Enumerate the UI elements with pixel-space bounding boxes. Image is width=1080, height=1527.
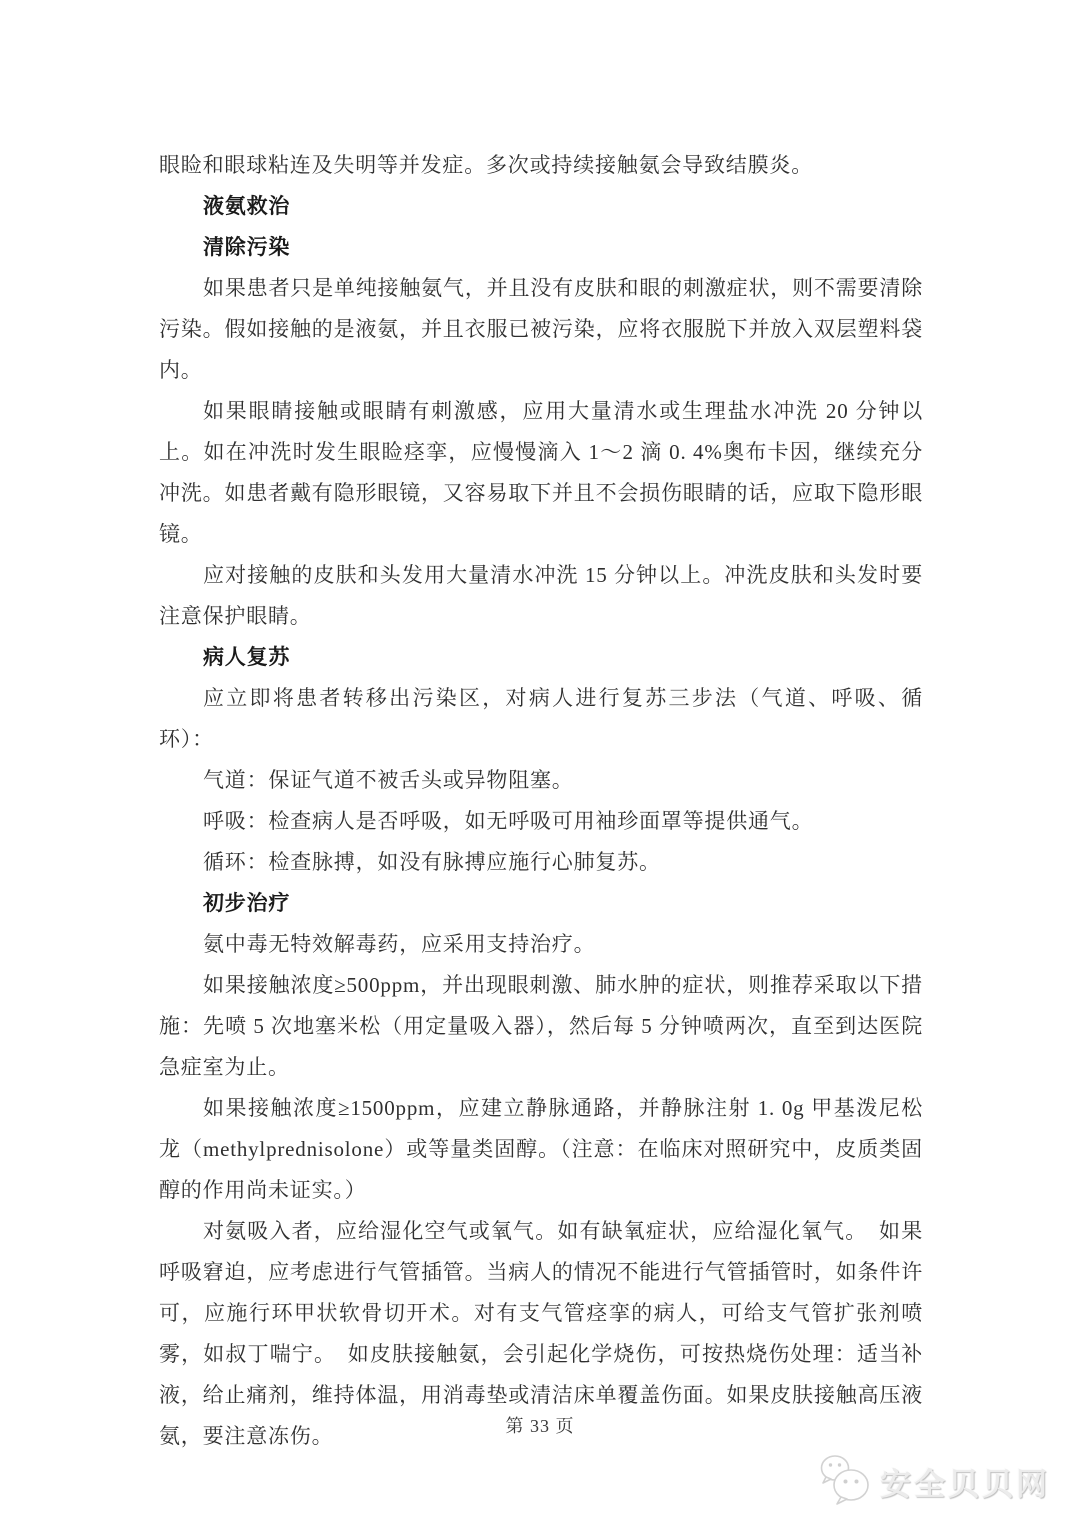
body-paragraph: 应对接触的皮肤和头发用大量清水冲洗 15 分钟以上。冲洗皮肤和头发时要注意保护眼睛。: [159, 563, 923, 628]
body-paragraph: 呼吸：检查病人是否呼吸，如无呼吸可用袖珍面罩等提供通气。: [203, 809, 814, 833]
body-paragraph: 循环：检查脉搏，如没有脉搏应施行心肺复苏。: [203, 850, 661, 874]
section-heading: 液氨救治: [203, 194, 291, 218]
section-heading: 清除污染: [203, 235, 291, 259]
wechat-chat-bubbles-icon: [816, 1452, 874, 1510]
body-paragraph: 如果患者只是单纯接触氨气，并且没有皮肤和眼的刺激症状，则不需要清除污染。假如接触的是液氨，并且衣服已被污染，应将衣服脱下并放入双层塑料袋内。: [159, 276, 923, 382]
page-number: 第 33 页: [505, 1416, 575, 1436]
body-paragraph: 应立即将患者转移出污染区，对病人进行复苏三步法（气道、呼吸、循环）：: [159, 686, 923, 751]
body-paragraph: 如果接触浓度≥1500ppm，应建立静脉通路，并静脉注射 1. 0g 甲基泼尼松龙（methylprednisolone）或等量类固醇。（注意：在临床对照研究中，皮质类固醇的作用尚未证实。）: [159, 1096, 923, 1202]
section-heading: 初步治疗: [203, 891, 291, 915]
watermark-site-name: 安全贝贝网: [880, 1466, 1050, 1502]
body-paragraph: 如果眼睛接触或眼睛有刺激感，应用大量清水或生理盐水冲洗 20 分钟以上。如在冲洗时发生眼睑痉挛，应慢慢滴入 1～2 滴 0. 4%奥布卡因，继续充分冲洗。如患者戴有隐形眼镜，又容易取下并且不会损伤眼睛的话，应取下隐形眼镜。: [159, 399, 923, 546]
body-paragraph: 眼睑和眼球粘连及失明等并发症。多次或持续接触氨会导致结膜炎。: [159, 153, 813, 177]
body-paragraph: 如果接触浓度≥500ppm，并出现眼刺激、肺水肿的症状，则推荐采取以下措施：先喷 5 次地塞米松（用定量吸入器），然后每 5 分钟喷两次，直至到达医院急症室为止。: [159, 973, 923, 1079]
site-watermark: [816, 1452, 1050, 1510]
page-footer: [0, 1412, 1080, 1438]
body-paragraph: 对氨吸入者，应给湿化空气或氧气。如有缺氧症状，应给湿化氧气。 如果呼吸窘迫，应考虑进行气管插管。当病人的情况不能进行气管插管时，如条件许可，应施行环甲状软骨切开术。对有支气管痉挛的病人，可给支气管扩张剂喷雾，如叔丁喘宁。 如皮肤接触氨，会引起化学烧伤，可按热烧伤处理：适当补液，给止痛剂，维持体温，用消毒垫或清洁床单覆盖伤面。如果皮肤接触高压液氨，要注意冻伤。: [159, 1219, 923, 1448]
section-heading: 病人复苏: [203, 645, 291, 669]
body-paragraph: 气道：保证气道不被舌头或异物阻塞。: [203, 768, 574, 792]
document-body: [159, 145, 923, 1457]
body-paragraph: 氨中毒无特效解毒药，应采用支持治疗。: [203, 932, 596, 956]
